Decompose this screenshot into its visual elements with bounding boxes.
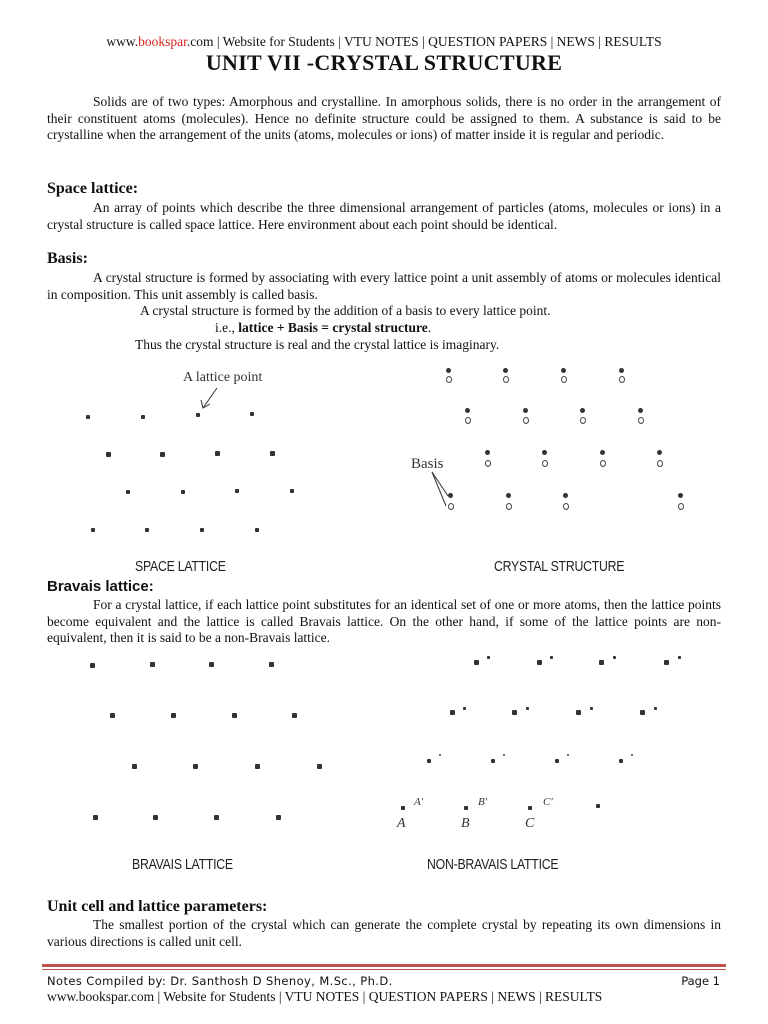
- basis-atom: [506, 503, 512, 510]
- non-bravais-dot: [619, 759, 623, 763]
- bravais-heading: Bravais lattice:: [47, 578, 154, 595]
- caption-bravais-lattice: BRAVAIS LATTICE: [132, 856, 233, 873]
- intro-paragraph: Solids are of two types: Amorphous and crystalline. In amorphous solids, there is no order in the arrangement of their constituent atoms (molecules). Hence no definite structure could be assigned to them. A substance is said to be crystalline when the arrangement of the units (atoms, molecules or ions) of matter inside it is regular and periodic.: [47, 94, 721, 143]
- basis-atom: [600, 450, 605, 455]
- basis-atom: [523, 417, 529, 424]
- non-bravais-dot: [450, 710, 455, 715]
- lattice-dot: [200, 528, 204, 532]
- caption-non-bravais-lattice: NON-BRAVAIS LATTICE: [427, 856, 559, 873]
- label-c: C: [525, 816, 535, 831]
- space-lattice-heading: Space lattice:: [47, 180, 139, 197]
- non-bravais-dot: [401, 806, 405, 810]
- bravais-dot: [110, 713, 115, 718]
- basis-atom: [542, 460, 548, 467]
- non-bravais-dot: [464, 806, 468, 810]
- label-c-prime: C': [543, 796, 553, 808]
- footer-divider-thick: [42, 964, 726, 967]
- lattice-dot: [290, 489, 294, 493]
- caption-space-lattice: SPACE LATTICE: [135, 558, 226, 575]
- bravais-dot: [153, 815, 158, 820]
- bravais-dot: [214, 815, 219, 820]
- footer-compiled-by: Notes Compiled by: Dr. Santhosh D Shenoy, M.Sc., Ph.D.: [47, 974, 393, 988]
- lattice-dot: [181, 490, 185, 494]
- footer-divider-thin: [42, 969, 726, 970]
- basis-atom: [657, 450, 662, 455]
- lattice-dot: [86, 415, 90, 419]
- non-bravais-dot: [550, 656, 553, 659]
- basis-atom: [563, 493, 568, 498]
- lattice-dot: [250, 412, 254, 416]
- lattice-point-label: A lattice point: [183, 370, 263, 385]
- non-bravais-dot: [487, 656, 490, 659]
- basis-atom: [638, 408, 643, 413]
- basis-equation-line: [215, 320, 431, 336]
- figure-bravais-non-bravais: [0, 650, 768, 880]
- non-bravais-dot: [678, 656, 681, 659]
- basis-atom: [448, 493, 453, 498]
- bravais-dot: [90, 663, 95, 668]
- non-bravais-dot: [640, 710, 645, 715]
- non-bravais-dot: [491, 759, 495, 763]
- basis-atom: [678, 493, 683, 498]
- label-a-prime: A': [414, 796, 424, 808]
- basis-atom: [523, 408, 528, 413]
- footer-site-line: www.bookspar.com | Website for Students | VTU NOTES | QUESTION PAPERS | NEWS | RESULTS: [47, 989, 603, 1004]
- basis-line-4: Thus the crystal structure is real and the crystal lattice is imaginary.: [135, 337, 500, 352]
- header-brand-link[interactable]: bookspar: [138, 34, 187, 49]
- equation-prefix: i.e.,: [215, 320, 239, 335]
- basis-atom: [503, 376, 509, 383]
- page-header: [0, 34, 768, 50]
- non-bravais-dot: [528, 806, 532, 810]
- bravais-dot: [132, 764, 137, 769]
- basis-atom: [561, 376, 567, 383]
- basis-atom: [580, 408, 585, 413]
- unit-cell-heading: Unit cell and lattice parameters:: [47, 898, 268, 915]
- non-bravais-dot: [427, 759, 431, 763]
- basis-atom: [446, 376, 452, 383]
- basis-atom: [485, 450, 490, 455]
- space-lattice-paragraph: An array of points which describe the three dimensional arrangement of particles (atoms, molecules or ions) in a crystal structure is called space lattice. Here environment about each point should be identical.: [47, 200, 721, 232]
- non-bravais-dot: [664, 660, 669, 665]
- lattice-dot: [145, 528, 149, 532]
- basis-atom: [542, 450, 547, 455]
- basis-atom: [503, 368, 508, 373]
- lattice-dot: [106, 452, 111, 457]
- label-b: B: [461, 816, 470, 831]
- non-bravais-dot: [555, 759, 559, 763]
- non-bravais-dot: [463, 707, 466, 710]
- lattice-dot: [196, 413, 200, 417]
- bravais-dot: [93, 815, 98, 820]
- non-bravais-dot: [537, 660, 542, 665]
- lattice-dot: [270, 451, 275, 456]
- non-bravais-dot: [474, 660, 479, 665]
- bravais-dot: [317, 764, 322, 769]
- lattice-dot: [141, 415, 145, 419]
- lattice-dot: [215, 451, 220, 456]
- bravais-dot: [255, 764, 260, 769]
- lattice-dot: [126, 490, 130, 494]
- basis-atom: [563, 503, 569, 510]
- page-title: UNIT VII -CRYSTAL STRUCTURE: [205, 50, 563, 75]
- basis-atom: [448, 503, 454, 510]
- basis-atom: [619, 368, 624, 373]
- equation-suffix: .: [427, 320, 432, 335]
- non-bravais-dot: [439, 754, 441, 756]
- non-bravais-dot: [503, 754, 505, 756]
- lattice-dot: [91, 528, 95, 532]
- bravais-paragraph: For a crystal lattice, if each lattice point substitutes for an identical set of one or more atoms, then the lattice points become equivalent and the lattice is called Bravais lattice. On the other hand, if some of the lattice points are non-equivalent, then it is said to be a non-Bravais lattice.: [47, 597, 721, 646]
- figure-space-lattice-crystal-structure: [0, 360, 768, 580]
- bravais-dot: [269, 662, 274, 667]
- lattice-point-arrow: [195, 386, 225, 414]
- caption-crystal-structure: CRYSTAL STRUCTURE: [494, 558, 625, 575]
- basis-label: Basis: [411, 456, 444, 472]
- header-suffix: .com | Website for Students | VTU NOTES | QUESTION PAPERS | NEWS | RESULTS: [186, 34, 662, 49]
- non-bravais-dot: [526, 707, 529, 710]
- bravais-dot: [150, 662, 155, 667]
- basis-atom: [619, 376, 625, 383]
- basis-atom: [678, 503, 684, 510]
- header-prefix: www.: [106, 34, 139, 49]
- bravais-dot: [232, 713, 237, 718]
- bravais-dot: [276, 815, 281, 820]
- basis-atom: [580, 417, 586, 424]
- unit-cell-paragraph: The smallest portion of the crystal which can generate the complete crystal by repeating its own dimensions in various directions is called unit cell.: [47, 917, 721, 949]
- basis-atom: [561, 368, 566, 373]
- basis-atom: [465, 417, 471, 424]
- basis-paragraph: A crystal structure is formed by associating with every lattice point a unit assembly of atoms or molecules identical in composition. This unit assembly is called basis.: [47, 270, 721, 302]
- lattice-dot: [255, 528, 259, 532]
- bravais-dot: [171, 713, 176, 718]
- bravais-dot: [292, 713, 297, 718]
- non-bravais-dot: [567, 754, 569, 756]
- non-bravais-dot: [512, 710, 517, 715]
- label-b-prime: B': [478, 796, 488, 808]
- basis-atom: [446, 368, 451, 373]
- non-bravais-dot: [576, 710, 581, 715]
- basis-atom: [465, 408, 470, 413]
- non-bravais-dot: [631, 754, 633, 756]
- non-bravais-dot: [590, 707, 593, 710]
- basis-heading: Basis:: [47, 250, 88, 267]
- basis-atom: [506, 493, 511, 498]
- lattice-dot: [235, 489, 239, 493]
- bravais-dot: [193, 764, 198, 769]
- non-bravais-dot: [613, 656, 616, 659]
- basis-atom: [657, 460, 663, 467]
- label-a: A: [397, 816, 406, 831]
- lattice-dot: [160, 452, 165, 457]
- bravais-dot: [209, 662, 214, 667]
- basis-atom: [638, 417, 644, 424]
- basis-line-2: A crystal structure is formed by the addition of a basis to every lattice point.: [140, 303, 551, 318]
- non-bravais-dot: [596, 804, 600, 808]
- non-bravais-dot: [599, 660, 604, 665]
- footer-page-number: Page 1: [681, 974, 720, 988]
- basis-atom: [600, 460, 606, 467]
- non-bravais-dot: [654, 707, 657, 710]
- basis-atom: [485, 460, 491, 467]
- equation-bold: lattice + Basis = crystal structure: [238, 320, 428, 335]
